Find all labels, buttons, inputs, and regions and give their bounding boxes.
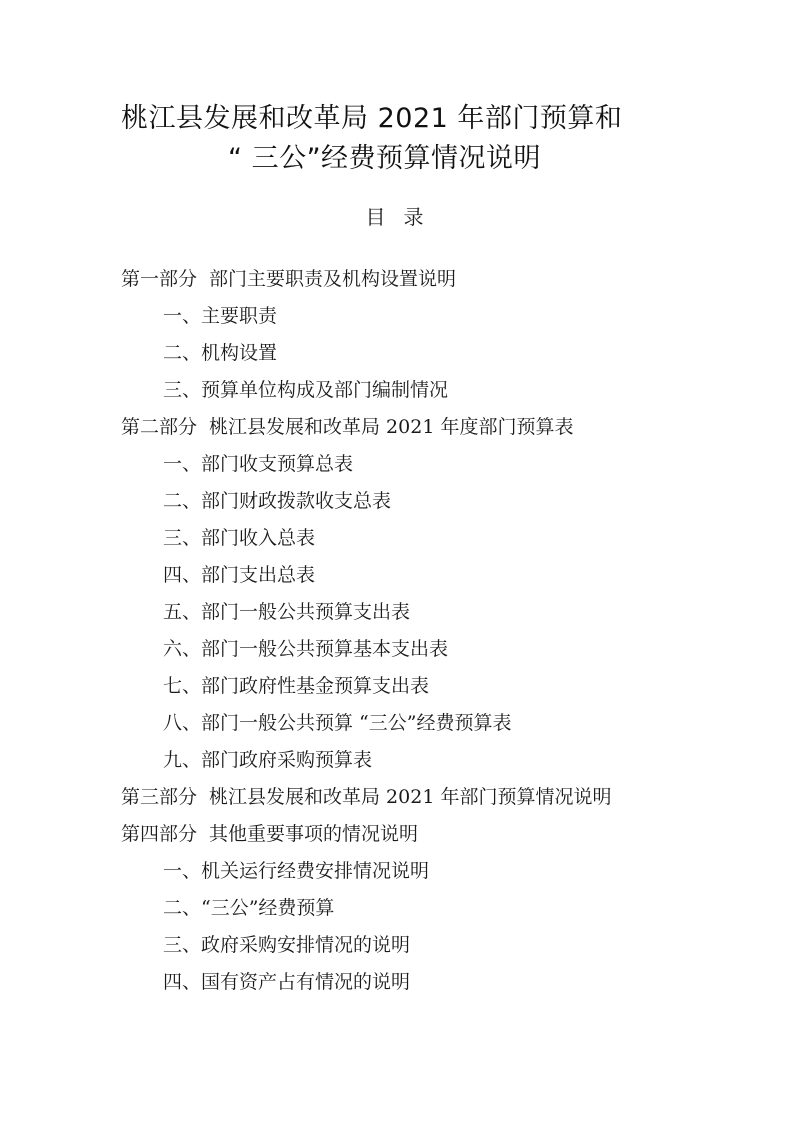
toc-part-entry xyxy=(0,264,793,301)
document-title-line-2: “ 三公”经费预算情况说明 xyxy=(228,143,542,174)
toc-part-label: 第三部分 xyxy=(121,786,198,808)
toc-entry-text: 三、政府采购安排情况的说明 xyxy=(163,934,411,956)
toc-entry-text: 九、部门政府采购预算表 xyxy=(163,749,373,771)
toc-part-entry xyxy=(0,782,793,819)
toc-entry-text: 四、国有资产占有情况的说明 xyxy=(163,971,411,993)
toc-entry-text: 其他重要事项的情况说明 xyxy=(209,823,419,845)
toc-sub-entry xyxy=(0,449,793,486)
toc-sub-entry xyxy=(0,375,793,412)
toc-sub-entry xyxy=(0,634,793,671)
toc-sub-entry xyxy=(0,486,793,523)
toc-part-entry xyxy=(0,412,793,449)
toc-sub-entry xyxy=(0,523,793,560)
toc-entry-text: 一、机关运行经费安排情况说明 xyxy=(163,860,430,882)
toc-sub-entry xyxy=(0,597,793,634)
toc-heading: 目录 xyxy=(365,205,442,229)
toc-entry-text: 四、部门支出总表 xyxy=(163,564,316,586)
toc-entry-text: 一、部门收支预算总表 xyxy=(163,453,354,475)
toc-sub-entry xyxy=(0,856,793,893)
toc-sub-entry xyxy=(0,301,793,338)
toc-entry-text: 二、部门财政拨款收支总表 xyxy=(163,490,392,512)
toc-entry-text: 三、部门收入总表 xyxy=(163,527,316,549)
toc-sub-entry xyxy=(0,893,793,930)
toc-sub-entry xyxy=(0,930,793,967)
toc-sub-entry xyxy=(0,967,793,1004)
toc-entry-text: 七、部门政府性基金预算支出表 xyxy=(163,675,430,697)
toc-part-label: 第四部分 xyxy=(121,823,198,845)
toc-part-label: 第二部分 xyxy=(121,416,198,438)
toc-entry-text: 八、部门一般公共预算 “三公”经费预算表 xyxy=(163,712,512,734)
toc-sub-entry xyxy=(0,338,793,375)
toc-entry-text: 六、部门一般公共预算基本支出表 xyxy=(163,638,449,660)
toc-sub-entry xyxy=(0,745,793,782)
document-title-line-1: 桃江县发展和改革局 2021 年部门预算和 xyxy=(121,103,623,134)
toc-sub-entry xyxy=(0,671,793,708)
toc-entry-text: 五、部门一般公共预算支出表 xyxy=(163,601,411,623)
toc-entry-text: 桃江县发展和改革局 2021 年部门预算情况说明 xyxy=(209,786,612,808)
table-of-contents xyxy=(0,264,793,1004)
toc-part-entry xyxy=(0,819,793,856)
toc-entry-text: 二、“三公”经费预算 xyxy=(163,897,335,919)
toc-entry-text: 三、预算单位构成及部门编制情况 xyxy=(163,379,449,401)
toc-entry-text: 桃江县发展和改革局 2021 年度部门预算表 xyxy=(209,416,574,438)
toc-entry-text: 二、机构设置 xyxy=(163,342,278,364)
toc-part-label: 第一部分 xyxy=(121,268,198,290)
toc-sub-entry xyxy=(0,708,793,745)
toc-sub-entry xyxy=(0,560,793,597)
toc-entry-text: 一、主要职责 xyxy=(163,305,278,327)
toc-entry-text: 部门主要职责及机构设置说明 xyxy=(209,268,457,290)
